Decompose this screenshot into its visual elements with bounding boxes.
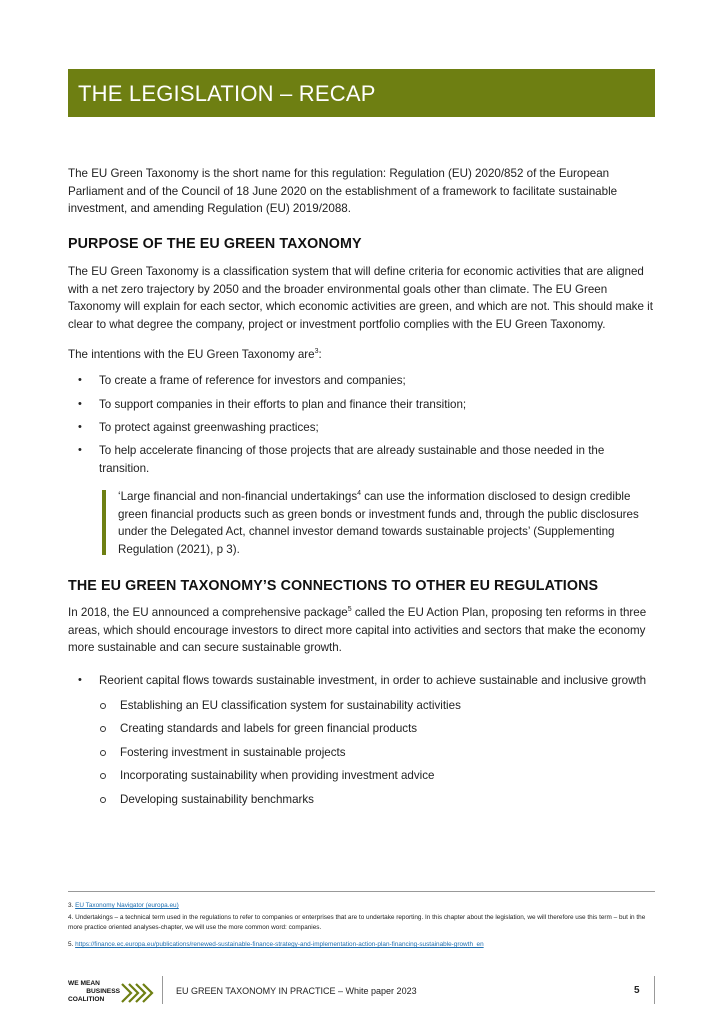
- bullet-icon: •: [78, 398, 82, 410]
- sub-list-item-text: Fostering investment in sustainable projects: [120, 746, 346, 759]
- bullet-icon: •: [78, 421, 82, 433]
- footnote-4: 4. Undertakings – a technical term used in the regulations to refer to companies or enterprises that are to undertake reporting. In this chapter about the legislation, we will therefore use this term – but in the more practice oriented analyses-chapter, we will use the more common word: companies.: [68, 914, 646, 931]
- page-title: THE LEGISLATION – RECAP: [78, 81, 376, 106]
- logo-line-3: COALITION: [68, 996, 105, 1003]
- list-item-text: To protect against greenwashing practices;: [99, 421, 319, 434]
- circle-bullet-icon: [100, 773, 106, 779]
- footnote-3-number: 3.: [68, 902, 74, 909]
- footnote-divider: [68, 891, 655, 892]
- sub-list-item-text: Incorporating sustainability when providing investment advice: [120, 769, 435, 782]
- sub-list-item-text: Establishing an EU classification system for sustainability activities: [120, 699, 461, 712]
- quote-text-a: ‘Large financial and non-financial undertakings: [118, 490, 358, 503]
- list-item-text: To support companies in their efforts to plan and finance their transition;: [99, 398, 467, 411]
- list-item-text: To help accelerate financing of those projects that are already sustainable and those needed in the transition.: [99, 444, 605, 475]
- block-quote: [118, 488, 648, 558]
- footnote-3: [68, 901, 658, 911]
- connections-paragraph: [68, 604, 658, 657]
- footer-doc-title: EU GREEN TAXONOMY IN PRACTICE – White paper 2023: [176, 986, 417, 996]
- intentions-lead: [68, 346, 658, 364]
- footer-divider-left: [162, 976, 163, 1004]
- intentions-lead-tail: :: [318, 348, 322, 361]
- intro-paragraph: The EU Green Taxonomy is the short name for this regulation: Regulation (EU) 2020/852 of the European Parliament and of the Council of 18 June 2020 on the establishment of a framework to facilitate sustainable investment, and amending Regulation (EU) 2019/2088.: [68, 167, 618, 215]
- list-item-text: To create a frame of reference for investors and companies;: [99, 374, 406, 387]
- footnote-ref-3[interactable]: 3: [314, 348, 319, 356]
- list-item-text: Reorient capital flows towards sustainable investment, in order to achieve sustainable and inclusive growth: [99, 674, 647, 687]
- footnote-ref-5[interactable]: 5: [347, 606, 352, 614]
- intentions-lead-text: The intentions with the EU Green Taxonomy are: [68, 348, 315, 361]
- purpose-paragraph: The EU Green Taxonomy is a classification system that will define criteria for economic activities that are aligned with a net zero trajectory by 2050 and the broader environmental goals other than climate. The EU Green Taxonomy will explain for each sector, which economic activities are green, and which are not. This should make it clear to what degree the company, project or investment portfolio complies with the EU Green Taxonomy.: [68, 265, 653, 331]
- section-heading-purpose: PURPOSE OF THE EU GREEN TAXONOMY: [68, 236, 362, 252]
- we-mean-business-logo: [68, 980, 154, 1008]
- connections-text-b: called the EU Action Plan, proposing ten reforms in three areas, which should encourage investors to direct more capital into activities and sectors that make the economy more sustainable and can secure sustainable growth.: [68, 606, 647, 654]
- circle-bullet-icon: [100, 797, 106, 803]
- footnote-5-link[interactable]: https://finance.ec.europa.eu/publications/renewed-sustainable-finance-strategy-and-implementation-action-plan-financing-sustainable-growth_en: [75, 941, 484, 948]
- sub-list-item-text: Developing sustainability benchmarks: [120, 793, 314, 806]
- quote-accent-bar: [102, 490, 106, 555]
- logo-line-2: BUSINESS: [86, 988, 120, 995]
- logo-chevrons-icon: [120, 982, 154, 1004]
- footnote-3-link[interactable]: EU Taxonomy Navigator (europa.eu): [75, 902, 179, 909]
- bullet-icon: •: [78, 374, 82, 386]
- circle-bullet-icon: [100, 750, 106, 756]
- footer-divider-right: [654, 976, 655, 1004]
- page-number: 5: [634, 985, 640, 996]
- circle-bullet-icon: [100, 726, 106, 732]
- footnote-ref-4[interactable]: 4: [357, 490, 362, 498]
- bullet-icon: •: [78, 674, 82, 686]
- logo-wordmark: [68, 980, 120, 1004]
- logo-line-1: WE MEAN: [68, 980, 100, 987]
- footnote-5: [68, 940, 658, 950]
- section-banner: [68, 69, 655, 117]
- quote-text-b: can use the information disclosed to design credible green financial products such as green bonds or investment funds and, through the public disclosures under the Delegated Act, channel investor demand towards sustainable projects’ (Supplementing Regulation (2021), p 3).: [118, 490, 639, 556]
- sub-list-item-text: Creating standards and labels for green financial products: [120, 722, 418, 735]
- section-heading-connections: THE EU GREEN TAXONOMY’S CONNECTIONS TO OTHER EU REGULATIONS: [68, 578, 599, 594]
- connections-text-a: In 2018, the EU announced a comprehensive package: [68, 606, 348, 619]
- footnote-5-number: 5.: [68, 941, 74, 948]
- circle-bullet-icon: [100, 703, 106, 709]
- bullet-icon: •: [78, 444, 82, 456]
